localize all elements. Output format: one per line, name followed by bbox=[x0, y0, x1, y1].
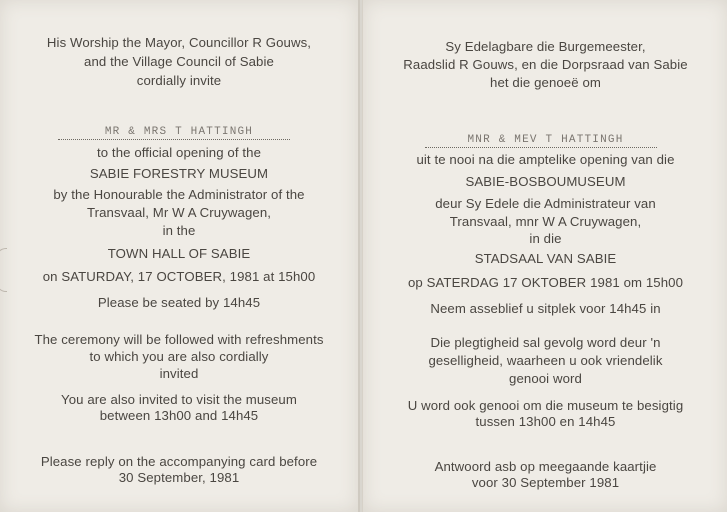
venue-name: STADSAAL VAN SABIE bbox=[474, 251, 617, 266]
host-line-2: Raadslid R Gouws, en die Dorpsraad van Sabie bbox=[403, 57, 688, 72]
refreshments-line-3: invited bbox=[159, 366, 199, 381]
venue-prefix: in die bbox=[529, 231, 562, 246]
visit-line-1: You are also invited to visit the museum bbox=[61, 392, 297, 407]
guest-name: MR & MRS T HATTINGH bbox=[104, 126, 254, 138]
date-time: on SATURDAY, 17 OCTOBER, 1981 at 15h00 bbox=[42, 269, 316, 284]
invitation-english-card bbox=[0, 0, 360, 512]
guest-name-underline bbox=[58, 139, 290, 140]
reply-line-1: Please reply on the accompanying card before bbox=[40, 454, 318, 469]
opening-line: to the official opening of the bbox=[96, 145, 262, 160]
administrator-line-1: by the Honourable the Administrator of the bbox=[53, 187, 305, 202]
host-line-1: Sy Edelagbare die Burgemeester, bbox=[445, 39, 646, 54]
visit-line-2: tussen 13h00 en 14h45 bbox=[475, 414, 616, 429]
refreshments-line-2: to which you are also cordially bbox=[89, 349, 269, 364]
venue-name: TOWN HALL OF SABIE bbox=[107, 246, 251, 261]
host-line-2: and the Village Council of Sabie bbox=[84, 54, 274, 69]
host-line-3: het die genoeë om bbox=[490, 75, 601, 90]
host-line-1: His Worship the Mayor, Councillor R Gouws, bbox=[46, 35, 312, 50]
museum-name: SABIE-BOSBOUMUSEUM bbox=[465, 174, 626, 189]
administrator-line-2: Transvaal, mnr W A Cruywagen, bbox=[449, 214, 642, 229]
host-line-3: cordially invite bbox=[136, 73, 222, 88]
refreshments-line-1: Die plegtigheid sal gevolg word deur 'n bbox=[430, 335, 661, 350]
seating-time: Please be seated by 14h45 bbox=[97, 295, 261, 310]
administrator-line-2: Transvaal, Mr W A Cruywagen, bbox=[86, 205, 272, 220]
reply-line-2: 30 September, 1981 bbox=[118, 470, 240, 485]
museum-name: SABIE FORESTRY MUSEUM bbox=[89, 166, 269, 181]
visit-line-2: between 13h00 and 14h45 bbox=[99, 408, 259, 423]
opening-line: uit te nooi na die amptelike opening van die bbox=[416, 152, 675, 167]
guest-name: MNR & MEV T HATTINGH bbox=[467, 134, 624, 146]
refreshments-line-3: genooi word bbox=[509, 371, 582, 386]
visit-line-1: U word ook genooi om die museum te besigtig bbox=[407, 398, 684, 413]
venue-prefix: in the bbox=[162, 223, 196, 238]
invitation-afrikaans-card bbox=[362, 0, 727, 512]
guest-name-underline bbox=[425, 147, 657, 148]
reply-line-2: voor 30 September 1981 bbox=[471, 475, 620, 490]
refreshments-line-1: The ceremony will be followed with refreshments bbox=[34, 332, 324, 347]
date-time: op SATERDAG 17 OKTOBER 1981 om 15h00 bbox=[407, 275, 684, 290]
administrator-line-1: deur Sy Edele die Administrateur van bbox=[435, 196, 656, 211]
seating-time: Neem asseblief u sitplek voor 14h45 in bbox=[430, 301, 661, 316]
refreshments-line-2: geselligheid, waarheen u ook vriendelik bbox=[428, 353, 663, 368]
reply-line-1: Antwoord asb op meegaande kaartjie bbox=[434, 459, 657, 474]
